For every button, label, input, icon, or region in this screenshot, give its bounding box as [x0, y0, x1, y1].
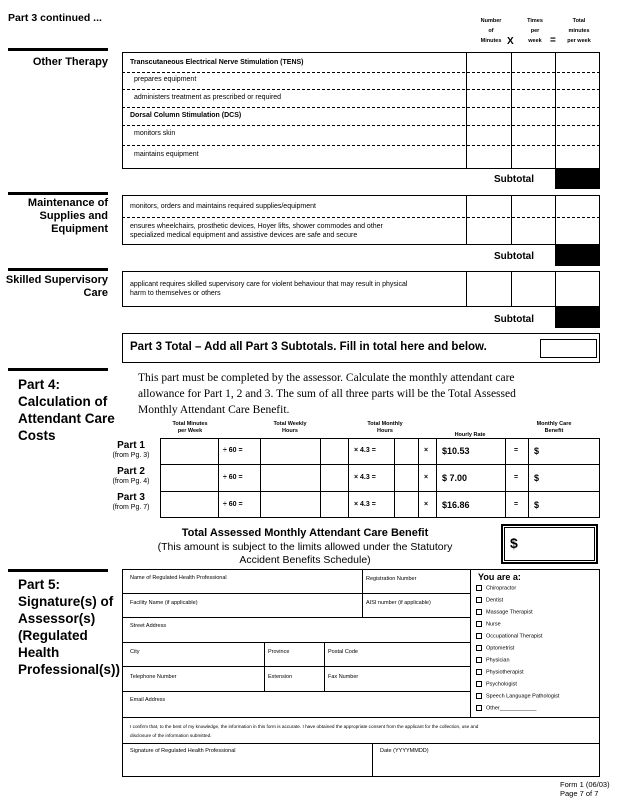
total-benefit-dollar: $ [510, 535, 518, 551]
calc-row-label [105, 441, 157, 461]
col-divider [505, 438, 506, 518]
form-number: Form 1 (06/03) [560, 780, 610, 789]
registration-field[interactable]: Registration Number [366, 576, 417, 582]
page-number: Page 7 of 7 [560, 789, 599, 798]
skilled-label-line: Care [83, 287, 108, 299]
telephone-field[interactable]: Telephone Number [130, 674, 177, 680]
col-divider [418, 438, 419, 518]
part5-title-line: Part 5: [18, 577, 61, 592]
calc-row-part: Part 3 [117, 492, 145, 503]
role-option[interactable] [476, 681, 517, 687]
multiply-4-3: × 4.3 = [354, 501, 376, 508]
role-option[interactable] [476, 597, 503, 603]
part4-title-line: Calculation of [18, 394, 108, 409]
part5-title-line: Signature(s) of [18, 594, 114, 609]
maintenance-task [130, 222, 383, 240]
fax-field[interactable]: Fax Number [328, 674, 359, 680]
col-divider [470, 569, 471, 717]
other-therapy-label: Other Therapy [32, 56, 108, 68]
row-separator [122, 72, 600, 73]
facility-field[interactable]: Facility Name (if applicable) [130, 600, 198, 606]
col-header-monthly-benefit [524, 421, 584, 435]
other-specify-line[interactable]: ____________ [499, 705, 537, 712]
checkbox-icon[interactable] [476, 645, 482, 651]
section-rule [8, 48, 108, 51]
maintenance-label [8, 197, 108, 236]
col-total-label: Total [572, 18, 586, 24]
col-divider [260, 438, 261, 518]
benefit-note-line: Accident Benefits Schedule) [239, 554, 371, 566]
col-times-label: Times [527, 18, 543, 24]
benefit-dollar: $ [534, 446, 540, 456]
city-field[interactable]: City [130, 649, 140, 655]
role-label: Nurse [486, 621, 501, 628]
checkbox-icon[interactable] [476, 705, 482, 711]
col-header-monthly-hours [355, 421, 415, 435]
part3-total-instruction: Part 3 Total – Add all Part 3 Subtotals. Fill in total here and below. [130, 341, 487, 353]
section-rule [8, 268, 108, 271]
calc-row-source: (from Pg. 4) [112, 478, 150, 485]
equals-sign: = [514, 474, 519, 481]
col-divider [372, 743, 373, 777]
calc-row-part: Part 1 [117, 440, 145, 451]
skilled-care-label [4, 274, 108, 300]
role-label: Occupational Therapist [486, 633, 543, 640]
col-divider [324, 642, 325, 691]
part3-total-input[interactable] [540, 339, 597, 358]
part5-title-line: (Regulated [18, 628, 88, 643]
col-header-line: Total Monthly [367, 421, 403, 427]
checkbox-icon[interactable] [476, 633, 482, 639]
col-header-total-minutes [160, 421, 220, 435]
col-header-weekly-hours [260, 421, 320, 435]
times-sign: × [424, 447, 429, 454]
subtotal-label: Subtotal [494, 314, 534, 325]
hourly-rate: $16.86 [442, 500, 470, 510]
row-divider [122, 593, 470, 594]
role-option[interactable] [476, 693, 559, 699]
aisi-field[interactable]: AISI number (if applicable) [366, 600, 431, 606]
col-divider [555, 271, 556, 307]
col-number-label: Number [480, 18, 502, 24]
row-divider [122, 666, 470, 667]
col-divider [555, 195, 556, 245]
hourly-rate: $10.53 [442, 446, 470, 456]
subtotal-box [555, 245, 600, 266]
consent-line: disclosure of the information submitted. [130, 733, 212, 738]
row-separator [122, 89, 600, 90]
col-divider [511, 52, 512, 169]
col-minutes2-label: minutes [568, 28, 590, 34]
therapy-task: administers treatment as prescribed or required [134, 94, 282, 101]
part4-intro-line: Monthly Attendant Care Benefit. [138, 404, 290, 416]
times-sign: × [424, 501, 429, 508]
you-are-heading: You are a: [478, 572, 521, 582]
checkbox-icon[interactable] [476, 657, 482, 663]
section-rule [8, 368, 108, 371]
row-divider [122, 691, 470, 692]
therapy-task: maintains equipment [134, 151, 199, 158]
subtotal-box [555, 168, 600, 189]
province-field[interactable]: Province [268, 649, 290, 655]
part5-title-line: Professional(s)) [18, 662, 121, 677]
role-option[interactable] [476, 609, 533, 615]
part4-intro-line: This part must be completed by the assessor. Calculate the monthly attendant care [138, 372, 515, 384]
col-divider [348, 438, 349, 518]
col-divider [436, 438, 437, 518]
role-option[interactable] [476, 669, 524, 675]
calc-row-label [105, 467, 157, 487]
therapy-task: prepares equipment [134, 76, 197, 83]
part4-intro-line: allowance for Part 1, 2 and 3. The sum of all three parts will be the Total Assessed [138, 388, 516, 400]
benefit-note-line: (This amount is subject to the limits allowed under the Statutory [157, 541, 453, 553]
col-perweek-label: per week [567, 38, 591, 44]
signature-field[interactable]: Signature of Regulated Health Professional [130, 748, 236, 754]
part3-continued-heading: Part 3 continued ... [8, 12, 102, 24]
maintenance-label-line: Maintenance of [27, 197, 108, 209]
role-label: Physician [486, 657, 510, 664]
part4-title-line: Part 4: [18, 377, 61, 392]
col-header-line: Total Minutes [172, 421, 208, 427]
col-divider [394, 438, 395, 518]
row-divider [160, 464, 600, 465]
col-divider [466, 271, 467, 307]
role-label: Optometrist [486, 645, 515, 652]
subtotal-label: Subtotal [494, 174, 534, 185]
part4-title-line: Costs [18, 428, 56, 443]
part5-title-line: Assessor(s) [18, 611, 96, 626]
col-divider [511, 271, 512, 307]
skilled-label-line: Skilled Supervisory [5, 274, 108, 286]
equals-sign: = [514, 501, 519, 508]
subtotal-label: Subtotal [494, 251, 534, 262]
checkbox-icon[interactable] [476, 597, 482, 603]
multiply-4-3: × 4.3 = [354, 447, 376, 454]
role-option[interactable] [476, 633, 542, 639]
col-divider [264, 642, 265, 691]
divide-60: ÷ 60 = [223, 447, 243, 454]
checkbox-icon[interactable] [476, 585, 482, 591]
benefit-dollar: $ [534, 500, 540, 510]
checkbox-icon[interactable] [476, 621, 482, 627]
times-sign: × [424, 474, 429, 481]
role-option[interactable] [476, 621, 501, 627]
equals-sign: = [514, 447, 519, 454]
consent-line: I confirm that, to the best of my knowledge, the information in this form is accurate. I have obtained the appropriate consent from the applicant for the collection, use and [130, 724, 479, 729]
col-divider [528, 438, 529, 518]
col-divider [555, 52, 556, 169]
col-number-header [472, 16, 510, 46]
divide-60: ÷ 60 = [223, 474, 243, 481]
maintenance-label-line: Equipment [51, 223, 108, 235]
calc-row-source: (from Pg. 7) [112, 504, 150, 511]
col-header-line: Hours [377, 428, 393, 434]
part4-title [18, 376, 115, 444]
skilled-task-line: harm to themselves or others [130, 290, 221, 297]
dcs-heading: Dorsal Column Stimulation (DCS) [130, 112, 242, 119]
date-field[interactable]: Date (YYYYMMDD) [380, 748, 429, 754]
calc-row-part: Part 2 [117, 466, 145, 477]
divide-60: ÷ 60 = [223, 501, 243, 508]
part5-title [18, 576, 120, 678]
extension-field[interactable]: Extension [268, 674, 293, 680]
role-option[interactable] [476, 705, 536, 711]
row-divider [160, 491, 600, 492]
calc-row-label [105, 493, 157, 513]
col-divider [218, 438, 219, 518]
postal-code-field[interactable]: Postal Code [328, 649, 358, 655]
part4-title-line: Attendant Care [18, 411, 115, 426]
col-divider [320, 438, 321, 518]
checkbox-icon[interactable] [476, 681, 482, 687]
role-option[interactable] [476, 645, 514, 651]
role-option[interactable] [476, 657, 510, 663]
name-field[interactable]: Name of Regulated Health Professional [130, 575, 227, 581]
col-per-label: per [530, 28, 540, 34]
col-week-label: week [528, 38, 542, 44]
checkbox-icon[interactable] [476, 609, 482, 615]
part4-intro [138, 370, 516, 418]
consent-statement [130, 722, 478, 740]
row-separator [122, 107, 600, 108]
skilled-task-line: applicant requires skilled supervisory care for violent behaviour that may result in physical [130, 281, 408, 288]
tens-heading: Transcutaneous Electrical Nerve Stimulation (TENS) [130, 59, 304, 66]
col-minutes-label: Minutes [480, 38, 502, 44]
col-times-header [518, 16, 552, 46]
col-header-line: per Week [177, 428, 203, 434]
role-label: Speech Language Pathologist [486, 693, 560, 700]
row-divider [122, 642, 470, 643]
benefit-dollar: $ [534, 473, 540, 483]
section-rule [8, 569, 108, 572]
role-label: Other [486, 705, 500, 712]
calc-row-source: (from Pg. 3) [112, 452, 150, 459]
maintenance-task-line: specialized medical equipment and assistive devices are safe and secure [130, 232, 358, 239]
col-divider [466, 195, 467, 245]
benefit-note [120, 541, 490, 567]
maintenance-task: monitors, orders and maintains required supplies/equipment [130, 203, 316, 210]
checkbox-icon[interactable] [476, 669, 482, 675]
therapy-task: monitors skin [134, 130, 176, 137]
row-divider [122, 743, 600, 744]
subtotal-box [555, 307, 600, 328]
form-footer [560, 780, 610, 798]
skilled-task [130, 280, 407, 298]
col-header-line: Benefit [544, 428, 564, 434]
role-option[interactable] [476, 585, 516, 591]
col-header-line: Hours [282, 428, 298, 434]
row-separator [122, 217, 600, 218]
col-header-line: Total Weekly [273, 421, 307, 427]
col-header-hourly-rate: Hourly Rate [454, 432, 486, 438]
maintenance-task-line: ensures wheelchairs, prosthetic devices, Hoyer lifts, shower commodes and other [130, 223, 383, 230]
email-field[interactable]: Email Address [130, 697, 166, 703]
col-divider [511, 195, 512, 245]
col-header-line: Monthly Care [536, 421, 572, 427]
checkbox-icon[interactable] [476, 693, 482, 699]
col-total-header [557, 16, 601, 46]
equals-operator: = [550, 35, 556, 46]
row-divider [122, 717, 600, 718]
role-label: Dentist [486, 597, 504, 604]
row-divider [122, 617, 470, 618]
maintenance-label-line: Supplies and [39, 210, 108, 222]
role-label: Physiotherapist [486, 669, 524, 676]
role-label: Psychologist [486, 681, 517, 688]
role-label: Chiropractor [486, 585, 517, 592]
street-field[interactable]: Street Address [130, 623, 167, 629]
col-of-label: of [488, 28, 494, 34]
row-separator [122, 145, 600, 146]
multiply-4-3: × 4.3 = [354, 474, 376, 481]
times-operator: X [507, 36, 514, 47]
col-divider [466, 52, 467, 169]
part5-title-line: Health [18, 645, 60, 660]
benefit-title: Total Assessed Monthly Attendant Care Benefit [181, 527, 429, 539]
row-separator [122, 125, 600, 126]
section-rule [8, 192, 108, 195]
role-label: Massage Therapist [486, 609, 533, 616]
hourly-rate: $ 7.00 [442, 473, 468, 483]
